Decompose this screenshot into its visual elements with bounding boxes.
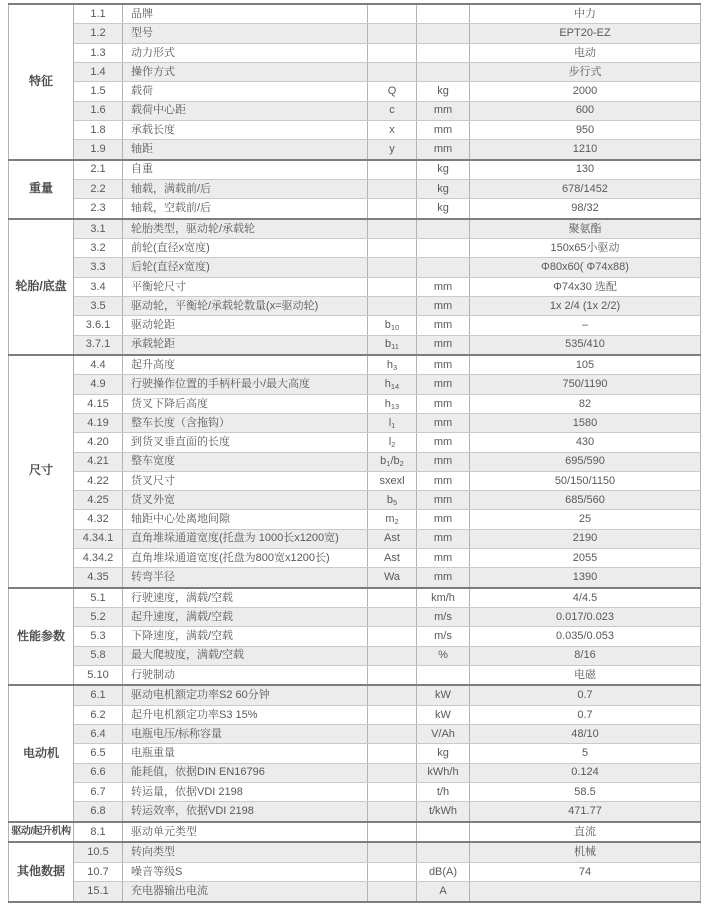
- table-row-2.2: [9, 180, 701, 199]
- description-cell: 驱动轮，平衡轮/承载轮数量(x=驱动轮): [123, 297, 368, 316]
- symbol-cell: $m_2$: [368, 510, 417, 529]
- unit-cell: mm: [417, 491, 470, 510]
- unit-cell: mm: [417, 529, 470, 548]
- description-cell: 行驶操作位置的手柄杆最小/最大高度: [123, 375, 368, 394]
- row-number-cell: 6.2: [74, 705, 123, 724]
- value-cell: 聚氨酯: [470, 219, 701, 239]
- section-label: 重量: [9, 160, 74, 219]
- section-label: 特征: [9, 4, 74, 160]
- description-cell: 型号: [123, 24, 368, 43]
- symbol-cell: [368, 24, 417, 43]
- unit-cell: kW: [417, 685, 470, 705]
- description-cell: 轮胎类型，驱动轮/承载轮: [123, 219, 368, 239]
- section-label: 其他数据: [9, 842, 74, 902]
- row-number-cell: 3.6.1: [74, 316, 123, 335]
- value-cell: 950: [470, 120, 701, 139]
- table-row-6.4: [9, 725, 701, 744]
- value-cell: 5: [470, 744, 701, 763]
- symbol-cell: [368, 763, 417, 782]
- table-row-5.3: [9, 627, 701, 646]
- table-row-1.3: [9, 43, 701, 62]
- table-row-4.34.2: [9, 548, 701, 567]
- symbol-cell: [368, 627, 417, 646]
- table-row-4.34.1: [9, 529, 701, 548]
- symbol-cell: [368, 297, 417, 316]
- value-cell: 48/10: [470, 725, 701, 744]
- description-cell: 驱动轮距: [123, 316, 368, 335]
- unit-cell: mm: [417, 140, 470, 160]
- symbol-subscript: 2: [391, 440, 396, 450]
- unit-cell: mm: [417, 355, 470, 375]
- value-cell: 750/1190: [470, 375, 701, 394]
- section-label: 电动机: [9, 685, 74, 821]
- symbol-cell: $h_{14}$: [368, 375, 417, 394]
- row-number-cell: 5.2: [74, 608, 123, 627]
- description-cell: 能耗值，依据DIN EN16796: [123, 763, 368, 782]
- unit-cell: mm: [417, 375, 470, 394]
- symbol-cell: Ast: [368, 529, 417, 548]
- row-number-cell: 10.7: [74, 862, 123, 881]
- value-cell: 471.77: [470, 802, 701, 822]
- table-row-10.7: [9, 862, 701, 881]
- table-row-15.1: [9, 882, 701, 902]
- symbol-cell: sxexl: [368, 471, 417, 490]
- row-number-cell: 6.8: [74, 802, 123, 822]
- unit-cell: kW: [417, 705, 470, 724]
- description-cell: 直角堆垛通道宽度(托盘为 1000长x1200宽): [123, 529, 368, 548]
- row-number-cell: 3.3: [74, 258, 123, 277]
- unit-cell: [417, 24, 470, 43]
- table-row-4.20: [9, 433, 701, 452]
- row-number-cell: 4.4: [74, 355, 123, 375]
- row-number-cell: 15.1: [74, 882, 123, 902]
- row-number-cell: 6.5: [74, 744, 123, 763]
- row-number-cell: 4.9: [74, 375, 123, 394]
- symbol-cell: [368, 744, 417, 763]
- table-row-1.6: [9, 101, 701, 120]
- unit-cell: mm: [417, 414, 470, 433]
- unit-cell: [417, 822, 470, 843]
- description-cell: 动力形式: [123, 43, 368, 62]
- unit-cell: mm: [417, 568, 470, 588]
- row-number-cell: 2.1: [74, 160, 123, 180]
- description-cell: 承载轮距: [123, 335, 368, 355]
- symbol-subscript: 2: [394, 517, 399, 527]
- symbol-cell: [368, 882, 417, 902]
- row-number-cell: 1.8: [74, 120, 123, 139]
- symbol-cell: [368, 43, 417, 62]
- table-row-3.7.1: [9, 335, 701, 355]
- value-cell: 685/560: [470, 491, 701, 510]
- unit-cell: [417, 665, 470, 685]
- symbol-cell: [368, 258, 417, 277]
- row-number-cell: 4.34.1: [74, 529, 123, 548]
- row-number-cell: 1.5: [74, 82, 123, 101]
- symbol-cell: y: [368, 140, 417, 160]
- symbol-cell: [368, 725, 417, 744]
- unit-cell: mm: [417, 120, 470, 139]
- symbol-cell: Ast: [368, 548, 417, 567]
- value-cell: 0.124: [470, 763, 701, 782]
- table-row-4.19: [9, 414, 701, 433]
- symbol-cell: [368, 646, 417, 665]
- value-cell: 150x65小驱动: [470, 239, 701, 258]
- unit-cell: km/h: [417, 588, 470, 608]
- row-number-cell: 5.3: [74, 627, 123, 646]
- row-number-cell: 1.9: [74, 140, 123, 160]
- row-number-cell: 5.8: [74, 646, 123, 665]
- row-number-cell: 1.4: [74, 63, 123, 82]
- unit-cell: V/Ah: [417, 725, 470, 744]
- description-cell: 充电器输出电流: [123, 882, 368, 902]
- table-row-10.5: [9, 842, 701, 862]
- symbol-cell: $b_1/b_2$: [368, 452, 417, 471]
- description-cell: 转运效率，依据VDI 2198: [123, 802, 368, 822]
- value-cell: 机械: [470, 842, 701, 862]
- row-number-cell: 1.2: [74, 24, 123, 43]
- unit-cell: mm: [417, 316, 470, 335]
- symbol-cell: [368, 180, 417, 199]
- symbol-cell: [368, 608, 417, 627]
- description-cell: 操作方式: [123, 63, 368, 82]
- unit-cell: kWh/h: [417, 763, 470, 782]
- table-row-1.2: [9, 24, 701, 43]
- description-cell: 轴距: [123, 140, 368, 160]
- row-number-cell: 3.2: [74, 239, 123, 258]
- description-cell: 驱动单元类型: [123, 822, 368, 843]
- row-number-cell: 4.15: [74, 394, 123, 413]
- symbol-subscript: 5: [392, 497, 398, 507]
- symbol-cell: [368, 685, 417, 705]
- symbol-cell: c: [368, 101, 417, 120]
- unit-cell: %: [417, 646, 470, 665]
- symbol-cell: x: [368, 120, 417, 139]
- symbol-cell: [368, 199, 417, 219]
- symbol-cell: $b_{10}$: [368, 316, 417, 335]
- unit-cell: t/kWh: [417, 802, 470, 822]
- table-row-1.1: [9, 4, 701, 24]
- unit-cell: [417, 63, 470, 82]
- value-cell: 600: [470, 101, 701, 120]
- value-cell: 1210: [470, 140, 701, 160]
- value-cell: [470, 882, 701, 902]
- section-label: 轮胎/底盘: [9, 219, 74, 355]
- unit-cell: [417, 43, 470, 62]
- row-number-cell: 3.4: [74, 277, 123, 296]
- row-number-cell: 4.35: [74, 568, 123, 588]
- table-row-5.2: [9, 608, 701, 627]
- row-number-cell: 6.6: [74, 763, 123, 782]
- description-cell: 行驶制动: [123, 665, 368, 685]
- unit-cell: mm: [417, 297, 470, 316]
- table-row-4.25: [9, 491, 701, 510]
- value-cell: 678/1452: [470, 180, 701, 199]
- value-cell: Φ80x60( Φ74x88): [470, 258, 701, 277]
- value-cell: 82: [470, 394, 701, 413]
- value-cell: 电动: [470, 43, 701, 62]
- row-number-cell: 4.19: [74, 414, 123, 433]
- symbol-subscript: 13: [390, 401, 400, 411]
- spec-table-body: [9, 4, 701, 902]
- symbol-cell: $b_5$: [368, 491, 417, 510]
- description-cell: 下降速度，满载/空载: [123, 627, 368, 646]
- table-row-6.1: [9, 685, 701, 705]
- value-cell: 535/410: [470, 335, 701, 355]
- table-row-2.3: [9, 199, 701, 219]
- symbol-cell: [368, 802, 417, 822]
- table-row-2.1: [9, 160, 701, 180]
- symbol-cell: [368, 705, 417, 724]
- description-cell: 后轮(直径x宽度): [123, 258, 368, 277]
- table-row-4.15: [9, 394, 701, 413]
- symbol-cell: [368, 588, 417, 608]
- table-row-4.35: [9, 568, 701, 588]
- symbol-subscript: 10: [390, 323, 400, 333]
- description-cell: 轴载，空载前/后: [123, 199, 368, 219]
- description-cell: 直角堆垛通道宽度(托盘为800宽x1200长): [123, 548, 368, 567]
- symbol-cell: [368, 842, 417, 862]
- value-cell: 2000: [470, 82, 701, 101]
- value-cell: 1x 2/4 (1x 2/2): [470, 297, 701, 316]
- description-cell: 转运量，依据VDI 2198: [123, 782, 368, 801]
- symbol-cell: [368, 665, 417, 685]
- table-row-6.2: [9, 705, 701, 724]
- table-row-3.4: [9, 277, 701, 296]
- value-cell: 695/590: [470, 452, 701, 471]
- spec-table: [8, 3, 701, 903]
- row-number-cell: 5.10: [74, 665, 123, 685]
- description-cell: 起升电机额定功率S3 15%: [123, 705, 368, 724]
- row-number-cell: 1.1: [74, 4, 123, 24]
- description-cell: 货叉下降后高度: [123, 394, 368, 413]
- unit-cell: m/s: [417, 627, 470, 646]
- value-cell: 步行式: [470, 63, 701, 82]
- description-cell: 整车宽度: [123, 452, 368, 471]
- unit-cell: kg: [417, 744, 470, 763]
- unit-cell: mm: [417, 452, 470, 471]
- table-row-6.7: [9, 782, 701, 801]
- section-label: 性能参数: [9, 588, 74, 686]
- table-row-3.5: [9, 297, 701, 316]
- description-cell: 整车长度（含拖钩）: [123, 414, 368, 433]
- symbol-cell: Wa: [368, 568, 417, 588]
- unit-cell: mm: [417, 471, 470, 490]
- table-row-3.2: [9, 239, 701, 258]
- row-number-cell: 8.1: [74, 822, 123, 843]
- description-cell: 品牌: [123, 4, 368, 24]
- symbol-cell: $h_{13}$: [368, 394, 417, 413]
- symbol-subscript: 1: [386, 459, 391, 469]
- symbol-cell: [368, 862, 417, 881]
- unit-cell: [417, 219, 470, 239]
- unit-cell: mm: [417, 394, 470, 413]
- symbol-cell: [368, 782, 417, 801]
- value-cell: 0.7: [470, 685, 701, 705]
- description-cell: 电瓶电压/标称容量: [123, 725, 368, 744]
- description-cell: 行驶速度，满载/空载: [123, 588, 368, 608]
- value-cell: 1580: [470, 414, 701, 433]
- symbol-subscript: 14: [390, 382, 400, 392]
- unit-cell: kg: [417, 160, 470, 180]
- symbol-subscript: 1: [391, 420, 396, 430]
- description-cell: 转弯半径: [123, 568, 368, 588]
- symbol-cell: $l_2$: [368, 433, 417, 452]
- table-row-6.6: [9, 763, 701, 782]
- unit-cell: kg: [417, 82, 470, 101]
- row-number-cell: 6.4: [74, 725, 123, 744]
- unit-cell: [417, 4, 470, 24]
- table-row-5.10: [9, 665, 701, 685]
- description-cell: 电瓶重量: [123, 744, 368, 763]
- value-cell: 58.5: [470, 782, 701, 801]
- unit-cell: mm: [417, 510, 470, 529]
- symbol-cell: [368, 63, 417, 82]
- unit-cell: kg: [417, 199, 470, 219]
- section-label: 驱动/起升机构: [9, 822, 74, 843]
- unit-cell: dB(A): [417, 862, 470, 881]
- row-number-cell: 10.5: [74, 842, 123, 862]
- symbol-cell: [368, 219, 417, 239]
- value-cell: 105: [470, 355, 701, 375]
- symbol-subscript: 3: [392, 362, 398, 372]
- unit-cell: mm: [417, 335, 470, 355]
- value-cell: 0.035/0.053: [470, 627, 701, 646]
- symbol-cell: [368, 277, 417, 296]
- table-row-1.5: [9, 82, 701, 101]
- unit-cell: A: [417, 882, 470, 902]
- table-row-4.9: [9, 375, 701, 394]
- unit-cell: mm: [417, 548, 470, 567]
- description-cell: 轴载，满载前/后: [123, 180, 368, 199]
- row-number-cell: 1.3: [74, 43, 123, 62]
- description-cell: 噪音等级S: [123, 862, 368, 881]
- description-cell: 起升高度: [123, 355, 368, 375]
- description-cell: 轴距中心处离地间隙: [123, 510, 368, 529]
- symbol-subscript: 11: [391, 342, 399, 352]
- section-label: 尺寸: [9, 355, 74, 588]
- description-cell: 货叉外宽: [123, 491, 368, 510]
- table-row-1.9: [9, 140, 701, 160]
- row-number-cell: 4.32: [74, 510, 123, 529]
- value-cell: Φ74x30 选配: [470, 277, 701, 296]
- description-cell: 货叉尺寸: [123, 471, 368, 490]
- value-cell: 直流: [470, 822, 701, 843]
- value-cell: 2055: [470, 548, 701, 567]
- value-cell: 0.7: [470, 705, 701, 724]
- description-cell: 最大爬坡度，满载/空载: [123, 646, 368, 665]
- value-cell: 50/150/1150: [470, 471, 701, 490]
- value-cell: 130: [470, 160, 701, 180]
- table-row-4.21: [9, 452, 701, 471]
- unit-cell: t/h: [417, 782, 470, 801]
- description-cell: 载荷: [123, 82, 368, 101]
- description-cell: 承载长度: [123, 120, 368, 139]
- description-cell: 自重: [123, 160, 368, 180]
- row-number-cell: 3.5: [74, 297, 123, 316]
- value-cell: 74: [470, 862, 701, 881]
- description-cell: 转向类型: [123, 842, 368, 862]
- row-number-cell: 4.34.2: [74, 548, 123, 567]
- unit-cell: [417, 239, 470, 258]
- value-cell: –: [470, 316, 701, 335]
- symbol-cell: Q: [368, 82, 417, 101]
- description-cell: 驱动电机额定功率S2 60分钟: [123, 685, 368, 705]
- row-number-cell: 4.22: [74, 471, 123, 490]
- table-row-3.1: [9, 219, 701, 239]
- row-number-cell: 4.25: [74, 491, 123, 510]
- value-cell: 430: [470, 433, 701, 452]
- row-number-cell: 5.1: [74, 588, 123, 608]
- symbol-cell: $h_3$: [368, 355, 417, 375]
- table-row-4.22: [9, 471, 701, 490]
- table-row-6.5: [9, 744, 701, 763]
- symbol-cell: [368, 4, 417, 24]
- row-number-cell: 4.20: [74, 433, 123, 452]
- table-row-4.4: [9, 355, 701, 375]
- table-row-5.1: [9, 588, 701, 608]
- row-number-cell: 2.2: [74, 180, 123, 199]
- unit-cell: mm: [417, 101, 470, 120]
- row-number-cell: 4.21: [74, 452, 123, 471]
- value-cell: 2190: [470, 529, 701, 548]
- description-cell: 前轮(直径x宽度): [123, 239, 368, 258]
- value-cell: EPT20-EZ: [470, 24, 701, 43]
- symbol-cell: [368, 822, 417, 843]
- row-number-cell: 2.3: [74, 199, 123, 219]
- value-cell: 中力: [470, 4, 701, 24]
- value-cell: 25: [470, 510, 701, 529]
- table-row-6.8: [9, 802, 701, 822]
- row-number-cell: 1.6: [74, 101, 123, 120]
- unit-cell: [417, 842, 470, 862]
- value-cell: 98/32: [470, 199, 701, 219]
- description-cell: 起升速度，满载/空载: [123, 608, 368, 627]
- symbol-cell: $l_1$: [368, 414, 417, 433]
- row-number-cell: 6.7: [74, 782, 123, 801]
- description-cell: 平衡轮尺寸: [123, 277, 368, 296]
- row-number-cell: 3.7.1: [74, 335, 123, 355]
- unit-cell: [417, 258, 470, 277]
- symbol-cell: $b_{11}$: [368, 335, 417, 355]
- value-cell: 8/16: [470, 646, 701, 665]
- value-cell: 电磁: [470, 665, 701, 685]
- unit-cell: m/s: [417, 608, 470, 627]
- table-row-1.8: [9, 120, 701, 139]
- description-cell: 到货叉垂直面的长度: [123, 433, 368, 452]
- row-number-cell: 6.1: [74, 685, 123, 705]
- value-cell: 0.017/0.023: [470, 608, 701, 627]
- description-cell: 载荷中心距: [123, 101, 368, 120]
- symbol-subscript: 2: [399, 459, 404, 469]
- table-row-3.6.1: [9, 316, 701, 335]
- symbol-cell: [368, 160, 417, 180]
- table-row-4.32: [9, 510, 701, 529]
- symbol-cell: [368, 239, 417, 258]
- unit-cell: mm: [417, 433, 470, 452]
- unit-cell: mm: [417, 277, 470, 296]
- table-row-8.1: [9, 822, 701, 843]
- table-row-5.8: [9, 646, 701, 665]
- table-row-1.4: [9, 63, 701, 82]
- value-cell: 4/4.5: [470, 588, 701, 608]
- value-cell: 1390: [470, 568, 701, 588]
- unit-cell: kg: [417, 180, 470, 199]
- row-number-cell: 3.1: [74, 219, 123, 239]
- table-row-3.3: [9, 258, 701, 277]
